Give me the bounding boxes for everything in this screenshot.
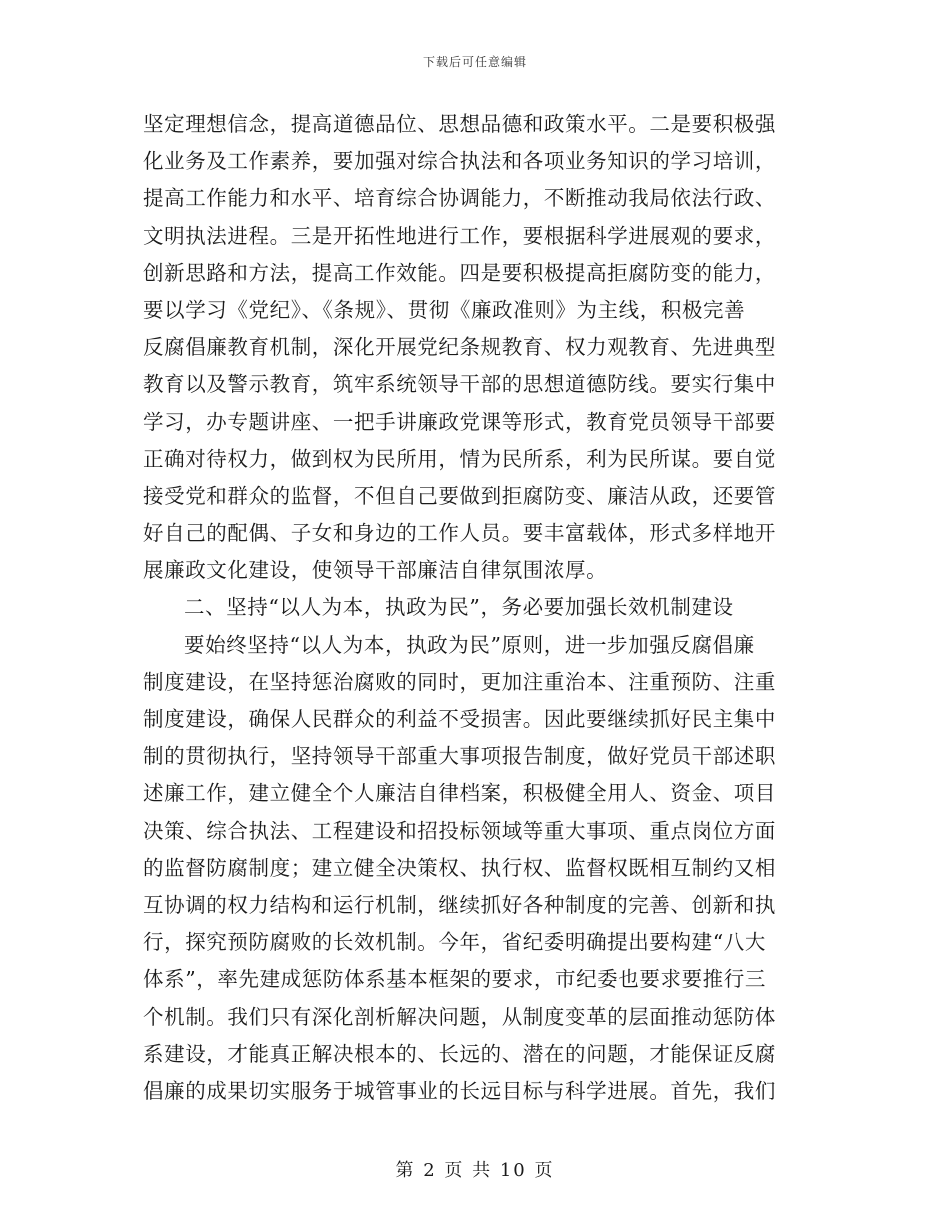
- section-heading: 二、坚持“以人为本，执政为民”，务必要加强长效机制建设: [184, 595, 734, 620]
- text-line: 制度建设，在坚持惩治腐败的同时，更加注重治本、注重预防、注重: [143, 669, 776, 694]
- text-line: 创新思路和方法，提高工作效能。四是要积极提高拒腐防变的能力，: [143, 260, 776, 285]
- text-line: 化业务及工作素养，要加强对综合执法和各项业务知识的学习培训，: [143, 149, 776, 174]
- page-header-note: 下载后可任意编辑: [422, 55, 527, 69]
- text-line: 制的贯彻执行，坚持领导干部重大事项报告制度，做好党员干部述职: [143, 744, 776, 769]
- text-line: 反腐倡廉教育机制，深化开展党纪条规教育、权力观教育、先进典型: [143, 335, 776, 360]
- text-line: 接受党和群众的监督，不但自己要做到拒腐防变、廉洁从政，还要管: [143, 483, 776, 508]
- text-line: 互协调的权力结构和运行机制，继续抓好各种制度的完善、创新和执: [143, 892, 776, 917]
- text-line: 的监督防腐制度；建立健全决策权、执行权、监督权既相互制约又相: [143, 855, 776, 880]
- body-text: [143, 106, 800, 1110]
- text-line: 提高工作能力和水平、培育综合协调能力，不断推动我局依法行政、: [143, 186, 776, 211]
- text-line: 个机制。我们只有深化剖析解决问题，从制度变革的层面推动惩防体: [143, 1004, 776, 1029]
- text-line: 坚定理想信念，提高道德品位、思想品德和政策水平。二是要积极强: [143, 112, 776, 136]
- text-line: 文明执法进程。三是开拓性地进行工作，要根据科学进展观的要求，: [143, 223, 776, 248]
- text-line: 体系”，率先建成惩防体系基本框架的要求，市纪委也要求要推行三: [143, 967, 766, 992]
- text-line: 系建设，才能真正解决根本的、长远的、潜在的问题，才能保证反腐: [143, 1041, 776, 1066]
- text-line: 述廉工作，建立健全个人廉洁自律档案，积极健全用人、资金、项目: [143, 781, 776, 806]
- text-line: 学习，办专题讲座、一把手讲廉政党课等形式，教育党员领导干部要: [143, 409, 776, 434]
- text-line: 正确对待权力，做到权为民所用，情为民所系，利为民所谋。要自觉: [143, 446, 776, 471]
- text-line: 好自己的配偶、子女和身边的工作人员。要丰富载体，形式多样地开: [143, 521, 776, 546]
- text-line: 展廉政文化建设，使领导干部廉洁自律氛围浓厚。: [143, 558, 608, 583]
- text-line: 决策、综合执法、工程建设和招投标领域等重大事项、重点岗位方面: [143, 818, 776, 843]
- paragraph-first-line: 要始终坚持“以人为本，执政为民”原则，进一步加强反腐倡廉: [184, 632, 755, 657]
- text-line: 要以学习《党纪》、《条规》、贯彻《廉政准则》为主线，积极完善: [143, 297, 746, 322]
- text-line: 倡廉的成果切实服务于城管事业的长远目标与科学进展。首先，我们: [143, 1078, 776, 1103]
- text-line: 行，探究预防腐败的长效机制。今年，省纪委明确提出要构建“八大: [143, 930, 766, 955]
- page-number-footer: 第 2 页 共 10 页: [395, 1160, 555, 1181]
- text-line: 制度建设，确保人民群众的利益不受损害。因此要继续抓好民主集中: [143, 707, 776, 731]
- text-line: 教育以及警示教育，筑牢系统领导干部的思想道德防线。要实行集中: [143, 372, 776, 397]
